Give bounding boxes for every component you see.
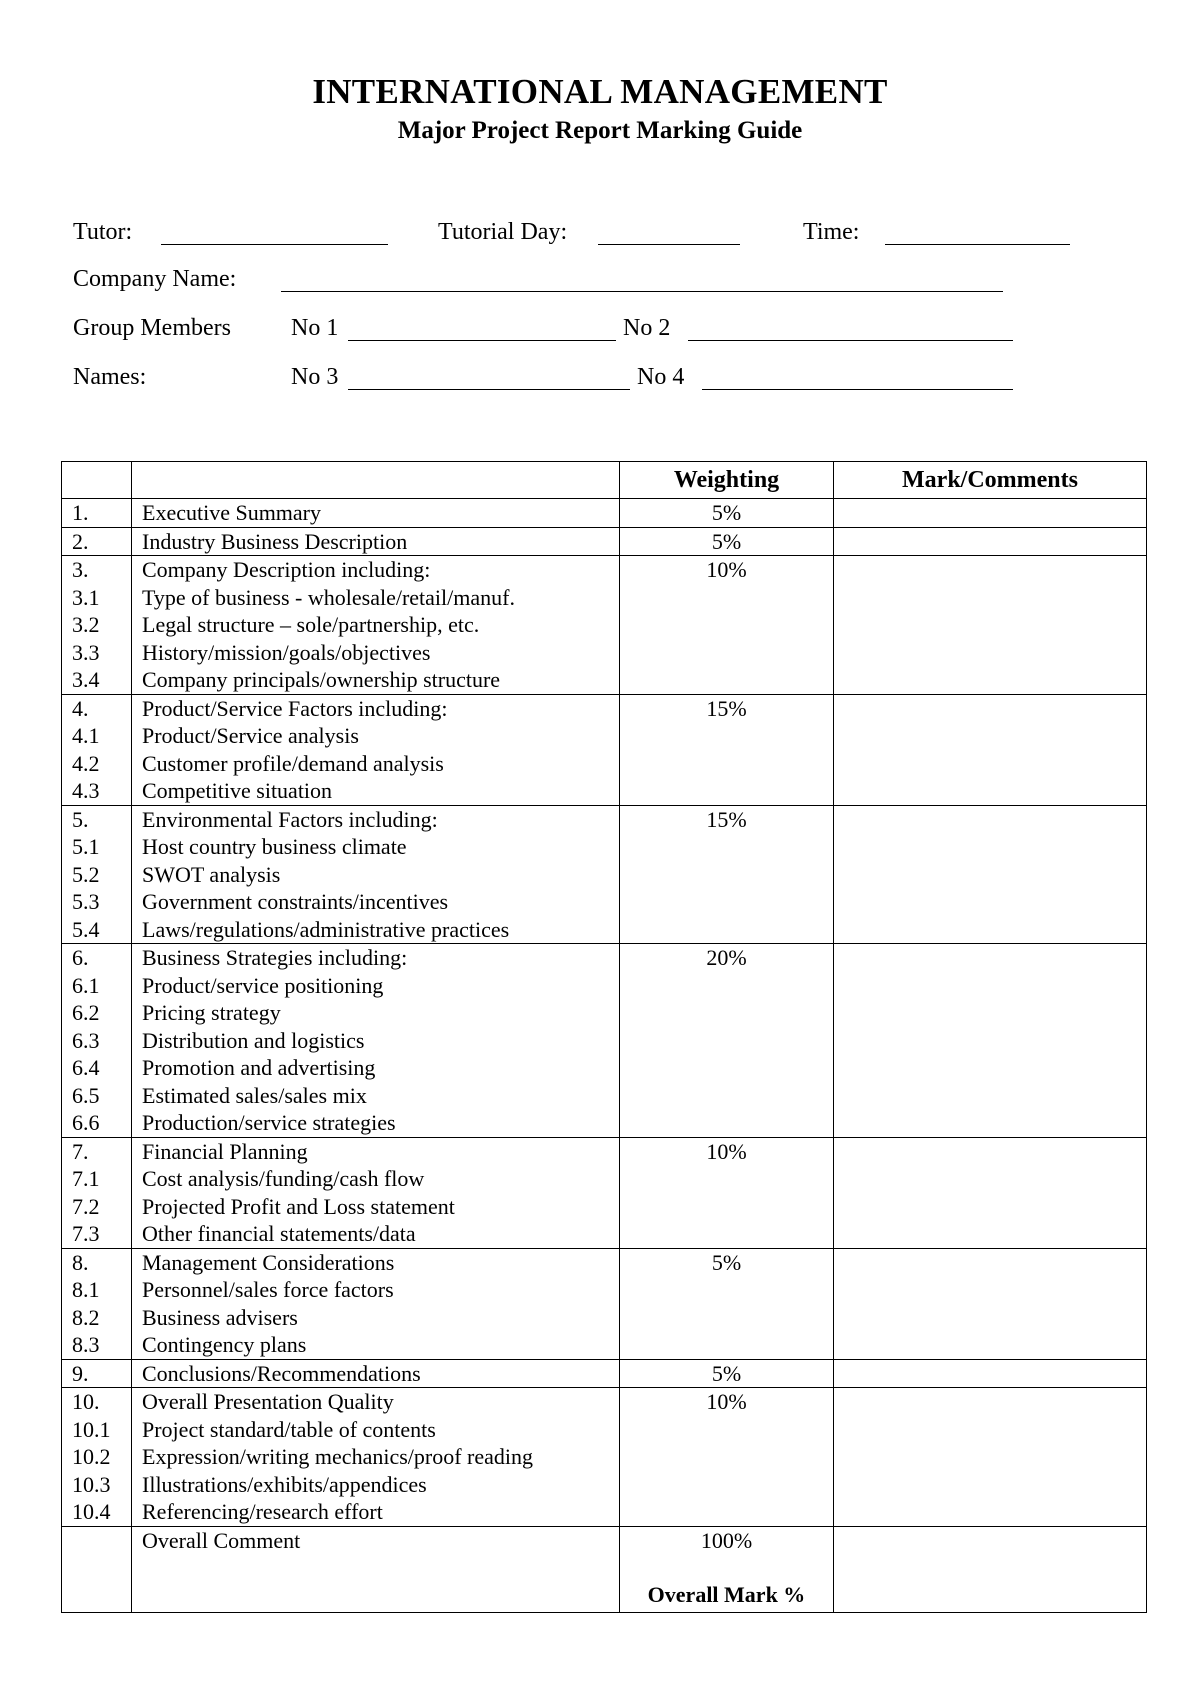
item-number: 2.	[72, 528, 89, 554]
item-number: 10.	[72, 1389, 100, 1414]
section-description-cell	[132, 1388, 620, 1527]
section-description-cell	[132, 944, 620, 1138]
item-number: 9.	[72, 1360, 89, 1386]
table-header-row	[62, 462, 1147, 499]
section-description-cell	[132, 1359, 620, 1388]
section-title: Environmental Factors including:	[142, 806, 438, 832]
weighting-value: 20%	[706, 945, 747, 970]
tutorial-day-blank[interactable]	[598, 244, 740, 245]
weighting-value: 5%	[711, 1249, 742, 1275]
section-title: Conclusions/Recommendations	[142, 1360, 421, 1386]
company-name-blank[interactable]	[281, 291, 1003, 292]
table-row	[62, 944, 1147, 1138]
sub-item-label: Promotion and advertising	[142, 1055, 376, 1080]
section-weighting-cell	[620, 944, 834, 1138]
member-no3-label: No 3	[291, 364, 339, 390]
table-row	[62, 1248, 1147, 1359]
weighting-value: 10%	[706, 557, 747, 582]
section-description-cell	[132, 694, 620, 805]
sub-item-label: Legal structure – sole/partnership, etc.	[142, 612, 480, 637]
tutor-label: Tutor:	[73, 219, 133, 245]
item-number: 4.	[72, 695, 89, 721]
item-number: 3.3	[72, 639, 100, 665]
section-number-cell	[62, 1137, 132, 1248]
item-number: 3.4	[72, 667, 100, 692]
sub-item-label: Product/service positioning	[142, 972, 384, 998]
table-body	[62, 499, 1147, 1527]
item-number: 7.	[72, 1138, 89, 1164]
document-title: INTERNATIONAL MANAGEMENT	[312, 72, 888, 111]
header-number	[62, 462, 132, 499]
section-description-cell	[132, 805, 620, 944]
section-weighting-cell	[620, 1248, 834, 1359]
sub-item-label: Host country business climate	[142, 834, 407, 859]
table-row	[62, 1388, 1147, 1527]
item-number: 1.	[72, 500, 89, 525]
section-description-cell	[132, 1137, 620, 1248]
item-number: 6.6	[72, 1110, 100, 1135]
item-number: 6.4	[72, 1055, 100, 1080]
sub-item-label: Company principals/ownership structure	[142, 667, 501, 692]
item-number: 3.	[72, 557, 89, 582]
section-description-cell	[132, 556, 620, 695]
section-title: Executive Summary	[142, 500, 322, 525]
overall-row	[62, 1526, 1147, 1612]
sub-item-label: Personnel/sales force factors	[142, 1277, 394, 1302]
sub-item-label: Projected Profit and Loss statement	[142, 1193, 455, 1219]
item-number: 8.	[72, 1249, 89, 1275]
mark-comments-cell[interactable]	[834, 944, 1147, 1138]
sub-item-label: Business advisers	[142, 1304, 298, 1330]
item-number: 5.1	[72, 834, 100, 859]
header-weighting: Weighting	[620, 462, 834, 499]
member-no3-blank[interactable]	[348, 389, 630, 390]
section-number-cell	[62, 499, 132, 528]
section-weighting-cell	[620, 499, 834, 528]
item-number: 6.3	[72, 1027, 100, 1053]
sub-item-label: Referencing/research effort	[142, 1499, 383, 1524]
item-number: 7.3	[72, 1221, 100, 1246]
item-number: 5.3	[72, 889, 100, 914]
section-number-cell	[62, 944, 132, 1138]
overall-mark-label: Overall Mark %	[647, 1582, 806, 1607]
mark-comments-cell[interactable]	[834, 1359, 1147, 1388]
table-row	[62, 1359, 1147, 1388]
item-number: 7.1	[72, 1166, 100, 1191]
section-number-cell	[62, 527, 132, 556]
item-number: 6.1	[72, 972, 100, 998]
item-number: 3.1	[72, 584, 100, 610]
section-number-cell	[62, 805, 132, 944]
sub-item-label: Product/Service analysis	[142, 723, 359, 748]
time-blank[interactable]	[885, 244, 1070, 245]
mark-comments-cell[interactable]	[834, 499, 1147, 528]
section-description-cell	[132, 499, 620, 528]
overall-comment-label: Overall Comment	[142, 1527, 301, 1553]
sub-item-label: Production/service strategies	[142, 1110, 396, 1135]
table-row	[62, 805, 1147, 944]
item-number: 4.3	[72, 778, 100, 803]
mark-comments-cell[interactable]	[834, 556, 1147, 695]
weighting-value: 5%	[711, 1360, 742, 1386]
item-number: 3.2	[72, 612, 100, 637]
tutorial-day-label: Tutorial Day:	[438, 219, 568, 245]
sub-item-label: Expression/writing mechanics/proof reading	[142, 1444, 534, 1469]
group-members-label: Group Members	[73, 315, 231, 341]
item-number: 8.2	[72, 1304, 100, 1330]
sub-item-label: Distribution and logistics	[142, 1027, 365, 1053]
sub-item-label: Estimated sales/sales mix	[142, 1082, 367, 1108]
header-description	[132, 462, 620, 499]
section-title: Industry Business Description	[142, 528, 408, 554]
member-no2-blank[interactable]	[688, 340, 1013, 341]
sub-item-label: Type of business - wholesale/retail/manuf.	[142, 584, 515, 610]
item-number: 6.	[72, 945, 89, 970]
table-row	[62, 527, 1147, 556]
overall-comment-cell[interactable]	[132, 1526, 620, 1612]
weighting-value: 15%	[706, 695, 747, 721]
section-number-cell	[62, 1359, 132, 1388]
item-number: 10.3	[72, 1471, 111, 1497]
overall-num-cell	[62, 1526, 132, 1612]
section-number-cell	[62, 556, 132, 695]
section-number-cell	[62, 694, 132, 805]
marking-guide-table	[61, 461, 1147, 1613]
section-title: Overall Presentation Quality	[142, 1389, 394, 1414]
header-mark-comments: Mark/Comments	[834, 462, 1147, 499]
sub-item-label: Government constraints/incentives	[142, 889, 449, 914]
section-weighting-cell	[620, 527, 834, 556]
item-number: 6.5	[72, 1082, 100, 1108]
section-title: Business Strategies including:	[142, 945, 408, 970]
sub-item-label: Laws/regulations/administrative practices	[142, 916, 510, 942]
mark-comments-cell[interactable]	[834, 1388, 1147, 1527]
table-row	[62, 499, 1147, 528]
table-row	[62, 1137, 1147, 1248]
sub-item-label: Contingency plans	[142, 1332, 307, 1357]
section-title: Company Description including:	[142, 557, 431, 582]
mark-comments-cell[interactable]	[834, 694, 1147, 805]
overall-total-weight: 100%	[700, 1527, 753, 1553]
names-label: Names:	[73, 364, 147, 390]
tutor-blank[interactable]	[161, 244, 388, 245]
overall-weight-cell	[620, 1526, 834, 1612]
weighting-value: 10%	[706, 1389, 747, 1414]
member-no1-label: No 1	[291, 315, 339, 341]
item-number: 4.1	[72, 723, 100, 748]
item-number: 10.2	[72, 1444, 111, 1469]
section-title: Management Considerations	[142, 1249, 395, 1275]
mark-comments-cell[interactable]	[834, 1137, 1147, 1248]
member-no4-blank[interactable]	[702, 389, 1013, 390]
table-row	[62, 556, 1147, 695]
section-number-cell	[62, 1388, 132, 1527]
item-number: 7.2	[72, 1193, 100, 1219]
item-number: 8.3	[72, 1332, 100, 1357]
sub-item-label: SWOT analysis	[142, 861, 281, 887]
weighting-value: 10%	[706, 1138, 747, 1164]
section-weighting-cell	[620, 1137, 834, 1248]
section-weighting-cell	[620, 805, 834, 944]
sub-item-label: Competitive situation	[142, 778, 333, 803]
item-number: 6.2	[72, 1000, 100, 1025]
item-number: 10.1	[72, 1416, 111, 1442]
mark-comments-cell[interactable]	[834, 527, 1147, 556]
member-no4-label: No 4	[637, 364, 685, 390]
section-weighting-cell	[620, 694, 834, 805]
overall-mark-cell[interactable]	[834, 1526, 1147, 1612]
weighting-value: 15%	[706, 806, 747, 832]
section-weighting-cell	[620, 1388, 834, 1527]
item-number: 5.2	[72, 861, 100, 887]
item-number: 8.1	[72, 1277, 100, 1302]
sub-item-label: Cost analysis/funding/cash flow	[142, 1166, 425, 1191]
member-no1-blank[interactable]	[348, 340, 616, 341]
time-label: Time:	[803, 219, 860, 245]
mark-comments-cell[interactable]	[834, 1248, 1147, 1359]
item-number: 4.2	[72, 750, 100, 776]
section-description-cell	[132, 527, 620, 556]
mark-comments-cell[interactable]	[834, 805, 1147, 944]
section-title: Financial Planning	[142, 1138, 308, 1164]
table-row	[62, 694, 1147, 805]
sub-item-label: History/mission/goals/objectives	[142, 639, 431, 665]
company-name-label: Company Name:	[73, 266, 237, 292]
sub-item-label: Customer profile/demand analysis	[142, 750, 444, 776]
section-title: Product/Service Factors including:	[142, 695, 448, 721]
section-number-cell	[62, 1248, 132, 1359]
weighting-value: 5%	[711, 500, 742, 525]
member-no2-label: No 2	[623, 315, 671, 341]
item-number: 10.4	[72, 1499, 111, 1524]
section-weighting-cell	[620, 556, 834, 695]
sub-item-label: Project standard/table of contents	[142, 1416, 436, 1442]
sub-item-label: Illustrations/exhibits/appendices	[142, 1471, 427, 1497]
section-description-cell	[132, 1248, 620, 1359]
section-weighting-cell	[620, 1359, 834, 1388]
weighting-value: 5%	[711, 528, 742, 554]
item-number: 5.	[72, 806, 89, 832]
item-number: 5.4	[72, 916, 100, 942]
sub-item-label: Pricing strategy	[142, 1000, 281, 1025]
sub-item-label: Other financial statements/data	[142, 1221, 416, 1246]
document-subtitle: Major Project Report Marking Guide	[397, 117, 803, 144]
